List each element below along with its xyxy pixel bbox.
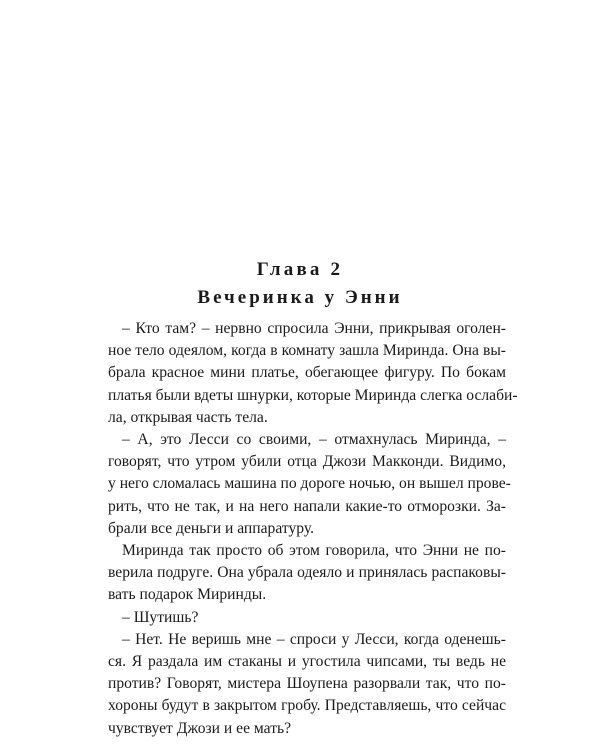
text-line: ся. Я раздала им стаканы и угостила чипсами, ты ведь не [108,653,506,671]
text-line: у него сломалась машина по дороге ночью, он вышел прове- [108,475,511,493]
text-line: верила подруге. Она убрала одеяло и принялась распаковы- [108,564,506,582]
text-line: вать подарок Миринды. [108,586,267,604]
text-line: хороны будут в закрытом гробу. Представляешь, что сейчас [108,697,506,715]
text-line: брали все деньги и аппаратуру. [108,519,314,537]
text-line: Миринда так просто об этом говорила, что Энни не по- [122,542,506,560]
chapter-title: Вечеринка у Энни [197,287,403,308]
text-line: чувствует Джози и ее мать? [108,719,292,737]
text-line: против? Говорят, мистера Шоупена разорвали так, что по- [108,675,506,693]
text-line: рить, что не так, и на него напали какие-то отморозки. За- [108,497,506,515]
chapter-number: Глава 2 [256,259,344,280]
text-line: платья были вдеты шнурки, которые Миринда слегка ослаби- [108,386,518,404]
text-line: ное тело одеялом, когда в комнату зашла Миринда. Она вы- [108,342,506,360]
text-line: – Нет. Не веришь мне – спроси у Лесси, когда оденешь- [122,630,506,648]
text-line: – Кто там? – нервно спросила Энни, прикрывая оголен- [122,320,506,337]
chapter-body-text [108,318,518,740]
text-line: ла, открывая часть тела. [108,408,268,426]
text-line: – А, это Лесси со своими, – отмахнулась Миринда, – [122,431,506,449]
text-line: говорят, что утром убили отца Джози Макконди. Видимо, [108,453,506,471]
text-line: – Шутишь? [122,608,199,626]
text-line: брала красное мини платье, обегающее фигуру. По бокам [108,364,506,382]
